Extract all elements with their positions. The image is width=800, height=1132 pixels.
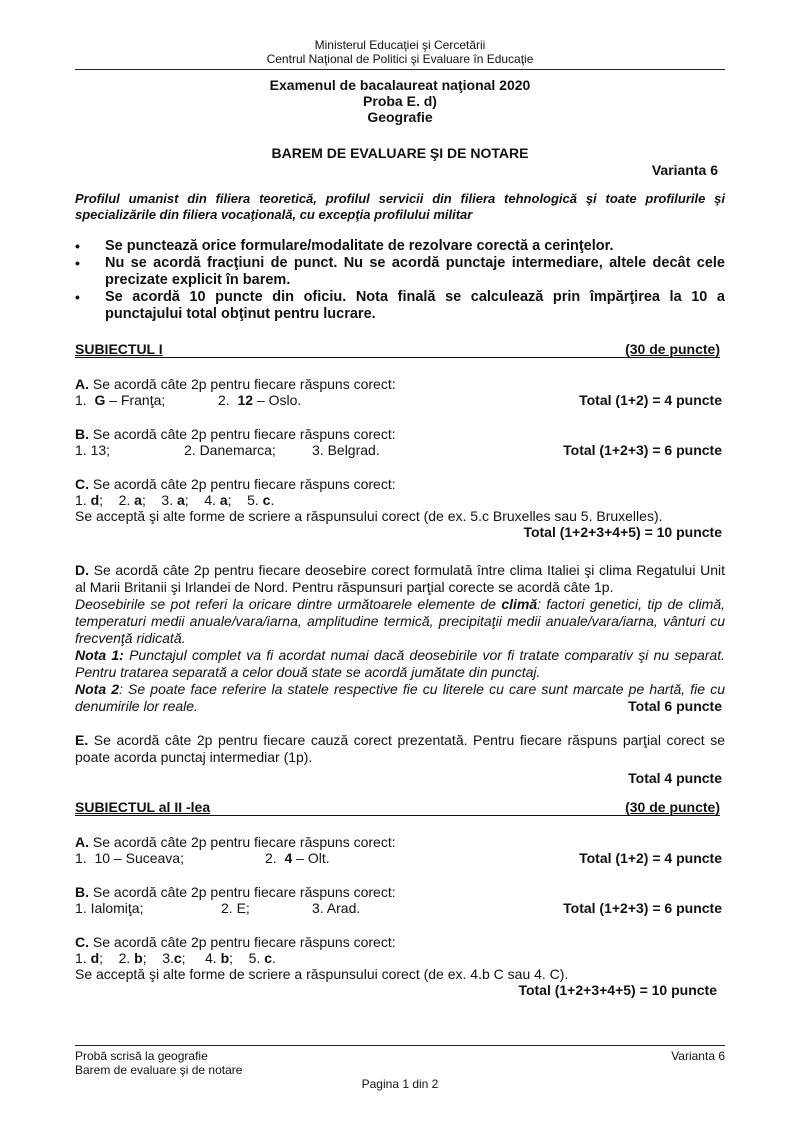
varianta-label: Varianta 6 xyxy=(651,162,718,178)
bullet-icon: • xyxy=(75,255,80,271)
item-total: Total (1+2+3) = 6 puncte xyxy=(563,442,722,458)
section-title: SUBIECTUL al II -lea xyxy=(75,799,211,815)
section-heading-subiect-1 xyxy=(75,342,720,358)
general-rules-list xyxy=(75,238,725,323)
answer-row: 1. d; 2. a; 3. a; 4. a; 5. c. xyxy=(75,492,275,508)
page-footer xyxy=(75,1045,725,1077)
section-title: SUBIECTUL I xyxy=(75,341,163,357)
section-points: (30 de puncte) xyxy=(625,799,720,815)
section-points: (30 de puncte) xyxy=(625,341,720,357)
answer-row: 1. Ialomiţa; 2. E; 3. Arad. Total (1+2+3) = 6 puncte xyxy=(75,900,722,916)
profile-description: Profilul umanist din filiera teoretică, profilul servicii din filiera tehnologică şi toate profilurile şi specializările din filiera vocaţională, cu excepţia profilului militar xyxy=(75,191,725,222)
item-total: Total (1+2) = 4 puncte xyxy=(579,850,722,866)
nota-1: Nota 1: Punctajul complet va fi acordat numai dacă deosebirile vor fi tratate comparativ şi nu separat. Pentru tratarea separată a celor două state se acordă jumătate din punctaj. xyxy=(75,647,725,680)
section-heading-subiect-2 xyxy=(75,800,720,816)
item-total: Total (1+2+3+4+5) = 10 puncte xyxy=(523,524,722,540)
exam-subject: Geografie xyxy=(367,109,433,125)
center-name: Centrul Naţional de Politici şi Evaluare în Educaţie xyxy=(266,52,534,66)
issuing-institution xyxy=(0,38,800,66)
footer-exam-name: Probă scrisă la geografie xyxy=(75,1049,208,1063)
exam-title-block xyxy=(0,77,800,125)
item-1e: E. Se acordă câte 2p pentru fiecare cauză corect prezentată. Pentru fiecare răspuns parţial corect se poate acorda punctaj intermediar (1p). Total 4 puncte xyxy=(75,732,725,786)
nota-2: Nota 2: Se poate face referire la statele respective fie cu literele cu care sunt marcate pe hartă, fie cu denumirile lor reale. Total 6 puncte xyxy=(75,681,725,714)
answer-row: 1. d; 2. b; 3.c; 4. b; 5. c. xyxy=(75,950,276,966)
item-note: Se acceptă şi alte forme de scriere a răspunsului corect (de ex. 5.c Bruxelles sau 5. Bruxelles). xyxy=(75,508,663,524)
item-label: A. xyxy=(75,376,89,392)
item-total: Total (1+2) = 4 puncte xyxy=(579,392,722,408)
item-1c: C. Se acordă câte 2p pentru fiecare răspuns corect: 1. d; 2. a; 3. a; 4. a; 5. c. Se acceptă şi alte forme de scriere a răspunsului corect (de ex. 5.c Bruxelles sau 5. Bruxelles). Total (1+2+3+4+5) = 10 puncte xyxy=(75,476,725,540)
footer-doc-name: Barem de evaluare şi de notare xyxy=(75,1063,243,1077)
item-total: Total 6 puncte xyxy=(628,698,722,714)
header-divider xyxy=(75,69,725,70)
rule-item: • Se punctează orice formulare/modalitate de rezolvare corectă a cerinţelor. xyxy=(75,238,614,254)
answer-row: 1. 13; 2. Danemarca; 3. Belgrad. Total (1+2+3) = 6 puncte xyxy=(75,442,722,458)
rule-item: • Nu se acordă fracţiuni de punct. Nu se acordă punctaje intermediare, altele decât cele precizate explicit în barem. xyxy=(75,255,725,288)
item-1d: D. Se acordă câte 2p pentru fiecare deosebire corect formulată între clima Italiei şi clima Regatului Unit al Marii Britanii şi Irlandei de Nord. Pentru răspunsuri parţial corecte se acordă câte 1p. Deosebirile se pot referi la oricare dintre următoarele elemente de climă: factori genetici, tip de climă, temperaturi medii anuale/vara/iarna, amplitudine termică, precipitaţii medii anuale/vara/iarna, vânturi cu frecvenţă ridicată. Nota 1: Punctajul complet va fi acordat numai dacă deosebirile vor fi tratate comparativ şi nu separat. Pentru tratarea separată a celor două state se acordă jumătate din punctaj. Nota 2: Se poate face referire la statele respective fie cu literele cu care sunt marcate pe hartă, fie cu denumirile lor reale. Total 6 puncte xyxy=(75,562,725,714)
bullet-icon: • xyxy=(75,289,80,305)
item-2b: B. Se acordă câte 2p pentru fiecare răspuns corect: 1. Ialomiţa; 2. E; 3. Arad. Total (1+2+3) = 6 puncte xyxy=(75,884,725,917)
bullet-icon: • xyxy=(75,238,80,254)
item-1a: A. Se acordă câte 2p pentru fiecare răspuns corect: 1. G – Franţa; 2. 12 – Oslo. Total (1+2) = 4 puncte xyxy=(75,376,725,409)
ministry-name: Ministerul Educaţiei şi Cercetării xyxy=(314,38,486,52)
exam-name: Examenul de bacalaureat naţional 2020 xyxy=(269,77,531,93)
item-total: Total (1+2+3+4+5) = 10 puncte xyxy=(518,982,717,998)
item-total: Total (1+2+3) = 6 puncte xyxy=(563,900,722,916)
answer-row: 1. 10 – Suceava; 2. 4 – Olt. Total (1+2) = 4 puncte xyxy=(75,850,722,866)
answer-row: 1. G – Franţa; 2. 12 – Oslo. Total (1+2) = 4 puncte xyxy=(75,392,722,408)
item-1b: B. Se acordă câte 2p pentru fiecare răspuns corect: 1. 13; 2. Danemarca; 3. Belgrad. Total (1+2+3) = 6 puncte xyxy=(75,426,725,459)
item-note: Se acceptă şi alte forme de scriere a răspunsului corect (de ex. 4.b C sau 4. C). xyxy=(75,966,569,982)
item-2c: C. Se acordă câte 2p pentru fiecare răspuns corect: 1. d; 2. b; 3.c; 4. b; 5. c. Se acceptă şi alte forme de scriere a răspunsului corect (de ex. 4.b C sau 4. C). Total (1+2+3+4+5) = 10 puncte xyxy=(75,934,725,998)
item-2a: A. Se acordă câte 2p pentru fiecare răspuns corect: 1. 10 – Suceava; 2. 4 – Olt. Total (1+2) = 4 puncte xyxy=(75,834,725,867)
footer-varianta: Varianta 6 xyxy=(671,1049,725,1063)
page-number: Pagina 1 din 2 xyxy=(361,1077,439,1091)
barem-title: BAREM DE EVALUARE ŞI DE NOTARE xyxy=(271,145,529,161)
item-detail: Deosebirile se pot referi la oricare dintre următoarele elemente de climă: factori genetici, tip de climă, temperaturi medii anuale/vara/iarna, amplitudine termică, precipitaţii medii anuale/vara/iarna, vânturi cu frecvenţă ridicată. xyxy=(75,596,725,646)
item-total: Total 4 puncte xyxy=(628,770,722,786)
rule-item: • Se acordă 10 puncte din oficiu. Nota finală se calculează prin împărţirea la 10 a punctajului total obţinut pentru lucrare. xyxy=(75,289,725,322)
exam-proba: Proba E. d) xyxy=(363,93,437,109)
